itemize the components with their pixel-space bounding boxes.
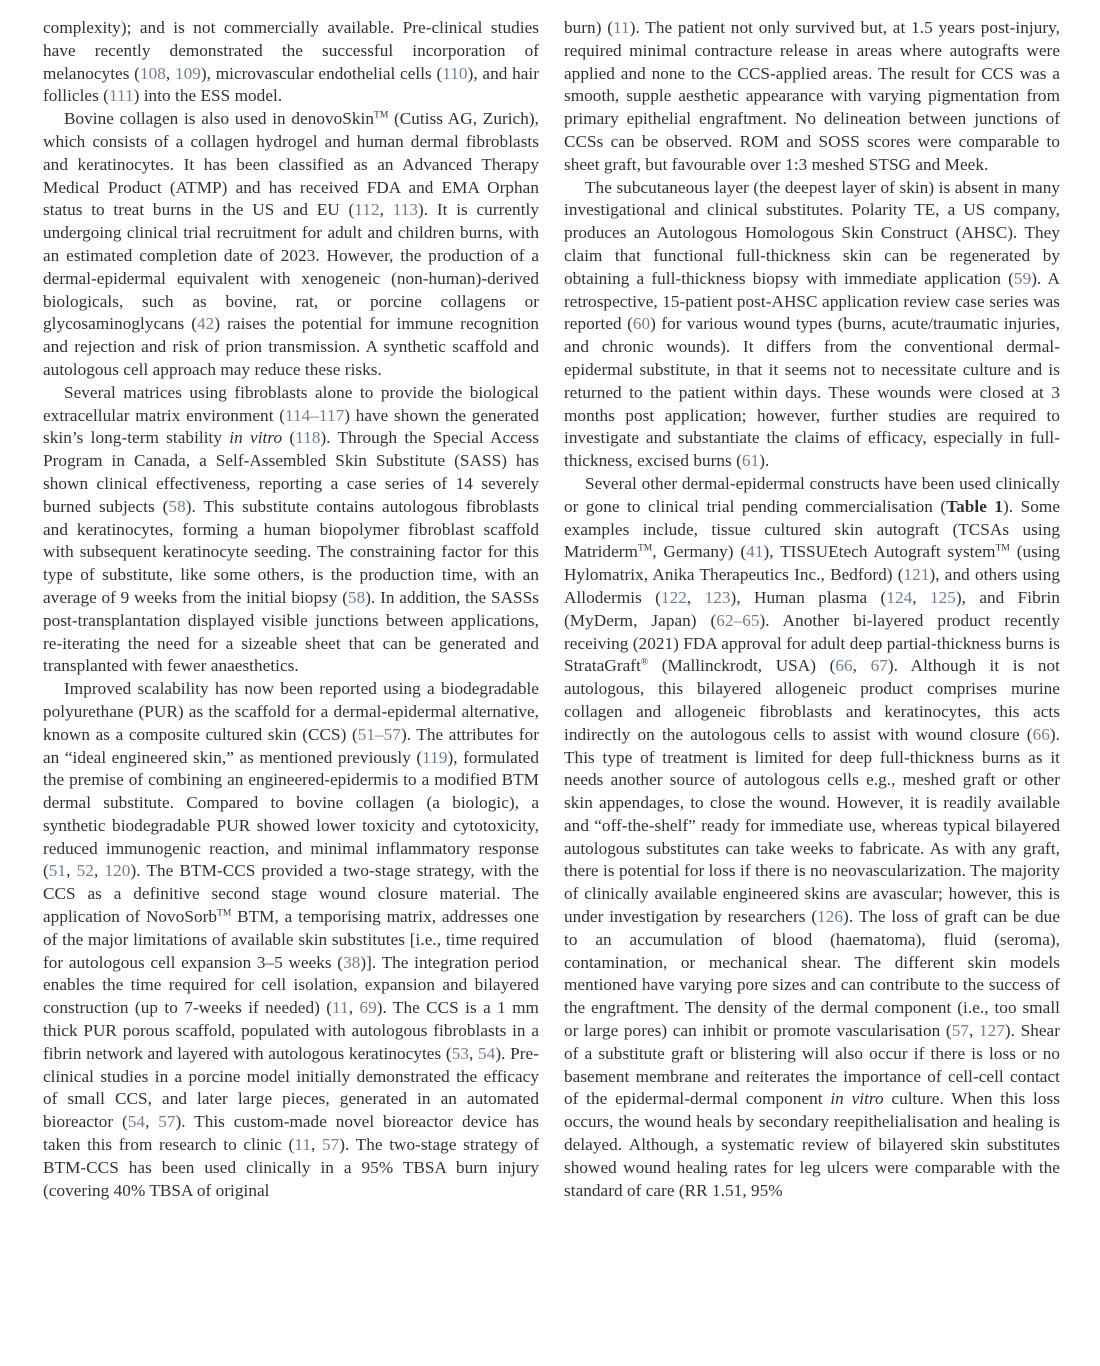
body-text: ). It is currently undergoing clinical trial recruitment for adult and children burns, with an estimated completion date of 2023. However, the production of a dermal-epidermal equivalent with xenogeneic (non-human)-derived biologicals, such as bovine, rat, or porcine collagens or glycosaminoglycans ( [43,200,539,334]
citation-link[interactable]: 41 [746,542,764,562]
superscript-symbol: TM [217,908,232,919]
body-text: ) into the ESS model. [133,86,283,106]
citation-link[interactable]: 126 [817,907,844,927]
body-text: (Mallinckrodt, USA) ( [648,656,836,676]
body-text: , [686,587,705,607]
citation-link[interactable]: 52 [76,861,94,881]
citation-link[interactable]: 118 [295,428,321,448]
body-text: , [852,656,871,676]
citation-link[interactable]: 58 [168,496,186,516]
paragraph [43,17,539,108]
body-text: ). Pre-clinical studies in a porcine model initially demonstrated the efficacy of small CCS, and later large pieces, generated in an automated bioreactor ( [43,1043,539,1132]
citation-link[interactable]: 122 [660,587,687,607]
body-text: ), and Fibrin (MyDerm, Japan) ( [564,587,1060,630]
body-text: ) for various wound types (burns, acute/traumatic injuries, and chronic wounds). It differs from the conventional dermal-epidermal substitute, in that it seems not to necessitate culture and is returned to the patient within days. These wounds were closed at 3 months post application; however, further studies are required to investigate and substantiate the claims of efficacy, especially in full-thickness, excised burns ( [564,314,1061,471]
citation-link[interactable]: 57 [158,1112,176,1132]
body-text: ). [759,451,770,471]
citation-link[interactable]: 66 [1032,724,1050,744]
citation-link[interactable]: 58 [347,587,366,607]
body-text: Several matrices using fibroblasts alone to provide the biological extracellular matrix environment ( [43,382,539,425]
citation-link[interactable]: 124 [886,587,913,607]
citation-link[interactable]: 59 [1013,268,1032,288]
paragraph [564,17,1060,177]
body-text: ). This custom-made novel bioreactor device has taken this from research to clinic ( [43,1112,539,1155]
paragraph [43,678,539,1202]
citation-link[interactable]: 111 [108,86,134,106]
body-text: , [912,587,930,607]
citation-link[interactable]: 125 [929,587,956,607]
paragraph [43,108,539,382]
body-text: )]. The integration period enables the time required for cell isolation, expansion and bilayered construction (up to 7-weeks if needed) ( [43,952,539,1018]
body-text: (Cutiss AG, Zurich), which consists of a collagen hydrogel and human dermal fibroblasts and keratinocytes. It has been classified as an Advanced Therapy Medical Product (ATMP) and has received FDA and EMA Orphan status to treat burns in the US and EU ( [43,109,540,220]
citation-link[interactable]: 11 [294,1135,311,1155]
citation-link[interactable]: 67 [870,656,888,676]
citation-link[interactable]: 54 [127,1112,146,1132]
citation-link[interactable]: 51–57 [357,724,401,744]
citation-link[interactable]: 11 [332,998,349,1018]
body-text: ). The patient not only survived but, at 1.5 years post-injury, required minimal contracture release in areas where autografts were applied and none to the CCS-applied areas. The result for CCS was a smooth, supple aesthetic appearance with varying pigmentation from primary epithelial engraftment. No delineation between junctions of CCSs can be observed. ROM and SOSS scores were comparable to sheet graft, but favourable over 1:3 meshed STSG and Meek. [564,18,1060,174]
body-text: , [93,861,105,881]
body-text: Improved scalability has now been reported using a biodegradable polyurethane (PUR) as the scaffold for a dermal-epidermal alternative, known as a composite cultured skin (CCS) ( [43,679,539,744]
italic-term: in vitro [229,428,283,448]
body-text: complexity); and is not commercially available. Pre-clinical studies have recently demonstrated the successful incorporation of melanocytes ( [43,18,539,83]
body-text: ), microvascular endothelial cells ( [200,63,443,83]
body-text: , [968,1021,979,1041]
table-reference-link[interactable]: Table 1 [946,496,1004,516]
body-text: ), and hair follicles ( [43,63,539,106]
body-text: , [310,1135,322,1155]
citation-link[interactable]: 120 [104,861,131,881]
body-text: burn) ( [564,18,614,37]
citation-link[interactable]: 42 [197,314,215,334]
body-text: ). The attributes for an “ideal engineered skin,” as mentioned previously ( [43,724,539,767]
citation-link[interactable]: 11 [613,18,630,37]
body-text: ). Another bi-layered product recently receiving (2021) FDA approval for adult deep partial-thickness burns is StrataGraft [564,610,1060,676]
citation-link[interactable]: 57 [951,1021,969,1041]
body-text: ). Through the Special Access Program in Canada, a Self-Assembled Skin Substitute (SASS) has shown clinical effectiveness, reporting a case series of 14 severely burned subjects ( [43,428,540,516]
body-text: ). The BTM-CCS provided a two-stage strategy, with the CCS as a definitive second stage wound closure material. The application of NovoSorb [43,861,539,927]
citation-link[interactable]: 127 [978,1021,1005,1041]
body-text: ), TISSUEtech Autograft system [763,542,996,562]
citation-link[interactable]: 114–117 [285,405,345,425]
body-text: ) raises the potential for immune recognition and rejection and risk of prion transmission. A synthetic scaffold and autologous cell approach may reduce these risks. [43,314,540,379]
paragraph [43,382,539,678]
citation-link[interactable]: 108 [139,63,166,83]
body-text: , [145,1112,159,1132]
citation-link[interactable]: 110 [442,63,468,83]
body-text: ), Human plasma ( [730,587,887,607]
body-text: ). Shear of a substitute graft or blistering will also occur if there is loss or no basement membrane and reiterates the importance of cell-cell contact of the epidermal-dermal component [564,1021,1060,1109]
body-text: ). This substitute contains autologous fibroblasts and keratinocytes, forming a human biopolymer fibroblast scaffold with subsequent keratinocyte seeding. The constraining factor for this type of substitute, like some others, is the production time, with an average of 9 weeks from the initial biopsy ( [43,496,539,607]
citation-link[interactable]: 109 [174,63,201,83]
body-text: ), formulated the premise of combining an engineered-epidermis to a modified BTM dermal substitute. Compared to bovine collagen (a biologic), a synthetic biodegradable PUR showed lower toxicity and cytotoxicity, reduced immunogenic reaction, and minimal inflammatory response ( [43,747,539,881]
citation-link[interactable]: 119 [422,747,448,767]
superscript-symbol: TM [637,543,653,554]
superscript-symbol: TM [995,543,1010,554]
citation-link[interactable]: 61 [741,451,760,471]
body-text: , [165,63,175,83]
body-text: culture. When this loss occurs, the wound heals by secondary reepithelialisation and healing is delayed. Although, a systematic review of bilayered skin substitutes showed wound healing rates for leg ulcers were comparable with the standard of care (RR 1.51, 95% [564,1089,1060,1200]
body-text: Bovine collagen is also used in denovoSkin [64,109,375,129]
body-text: , [379,200,393,220]
citation-link[interactable]: 121 [903,565,930,585]
body-text: ). This type of treatment is limited for deep full-thickness burns as it needs another source of autologous cells e.g., meshed graft or other skin appendages, to close the wound. However, it is readily available and “off-the-shelf” ready for immediate use, whereas typical bilayered autologous substitutes can take weeks to fabricate. As with any graft, there is potential for loss if there is no neovascularization. The majority of clinically available engineered skins are avascular; however, this is under investigation by researchers ( [564,724,1060,927]
citation-link[interactable]: 112 [354,200,380,220]
text-column-right [564,17,1060,1366]
italic-term: in vitro [830,1089,884,1109]
body-text: ). The CCS is a 1 mm thick PUR porous scaffold, populated with autologous fibroblasts in a fibrin network and layered with autologous keratinocytes ( [43,998,539,1063]
citation-link[interactable]: 38 [343,952,361,972]
citation-link[interactable]: 51 [48,861,67,881]
body-text: ). Some examples include, tissue cultured skin autograft (TCSAs using Matriderm [564,496,1060,562]
citation-link[interactable]: 57 [321,1135,340,1155]
superscript-symbol: TM [374,110,389,121]
body-text: , [468,1043,479,1063]
body-text: (using Hylomatrix, Anika Therapeutics Inc., Bedford) ( [564,542,1060,585]
citation-link[interactable]: 113 [392,200,418,220]
body-text: ). A retrospective, 15-patient post-AHSC application review case series was reported ( [564,268,1061,334]
body-text: ), and others using Allodermis ( [564,565,1060,607]
body-text: ) have shown the generated skin’s long-term stability [43,405,539,448]
superscript-symbol: ® [640,657,649,668]
body-text: The subcutaneous layer (the deepest layer of skin) is absent in many investigational and clinical substitutes. Polarity TE, a US company, produces an Autologous Homologous Skin Construct (AHSC). They claim that functional full-thickness skin can be regenerated by obtaining a full-thickness biopsy with immediate application ( [564,177,1060,288]
citation-link[interactable]: 66 [835,656,853,676]
body-text: ). In addition, the SASSs post-transplantation displayed visible junctions between applications, re-iterating the need for a sizeable sheet that can be generated and transplanted with fewer anaesthetics. [43,587,539,676]
citation-link[interactable]: 54 [478,1043,496,1063]
body-text: Several other dermal-epidermal constructs have been used clinically or gone to clinical trial pending commercialisation ( [564,473,1060,516]
citation-link[interactable]: 53 [451,1043,469,1063]
body-text: ). The two-stage strategy of BTM-CCS has been used clinically in a 95% TBSA burn injury (covering 40% TBSA of original [43,1135,539,1200]
body-text: , Germany) ( [652,542,747,562]
citation-link[interactable]: 62–65 [716,610,760,630]
body-text: , [66,861,77,881]
body-text: ). Although it is not autologous, this bilayered allogeneic product comprises murine collagen and allogeneic fibroblasts and keratinocytes, this acts indirectly on the autologous cells to assist with wound closure ( [564,656,1060,744]
body-text: BTM, a temporising matrix, addresses one of the major limitations of available skin substitutes [i.e., time required for autologous cell expansion 3–5 weeks ( [43,907,539,972]
citation-link[interactable]: 60 [632,314,651,334]
text-column-left [43,17,539,1366]
citation-link[interactable]: 69 [359,998,377,1018]
citation-link[interactable]: 123 [704,587,731,607]
paragraph [564,473,1060,1203]
body-text: ( [282,428,296,448]
body-text: ). The loss of graft can be due to an accumulation of blood (haematoma), fluid (seroma), contamination, or mechanical shear. The different skin models mentioned have varying pore sizes and can contribute to the success of the engraftment. The density of the dermal component (i.e., too small or large pores) can inhibit or promote vascularisation ( [564,907,1060,1041]
paragraph [564,177,1060,473]
body-text: , [348,998,360,1018]
